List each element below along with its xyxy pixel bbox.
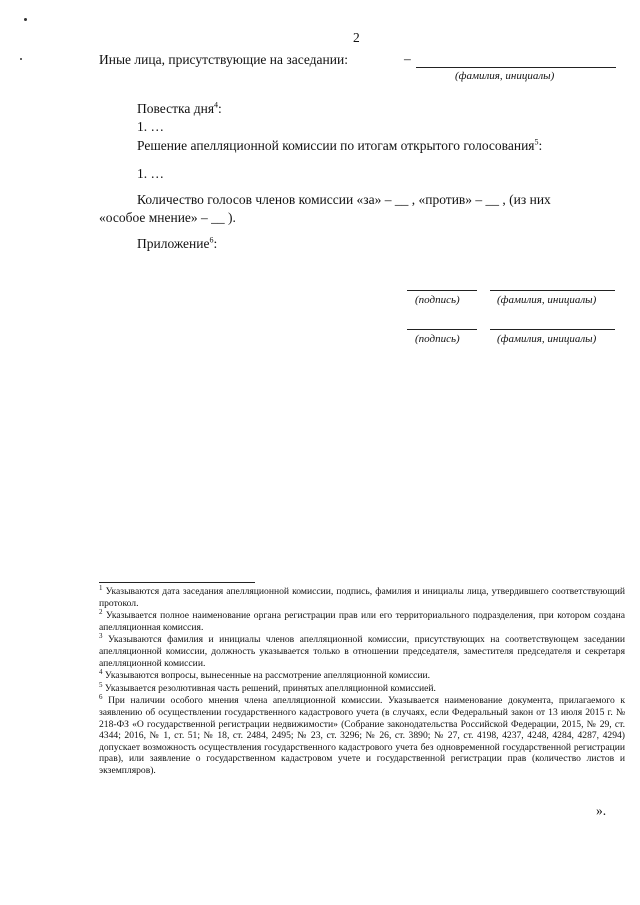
votes-line-1: Количество голосов членов комиссии «за» – __ , «против» – __ , (из них: [137, 192, 551, 207]
name-line: [490, 290, 615, 291]
name-caption: (фамилия, инициалы): [497, 333, 597, 345]
footnote-5: $^5$ Указывается резолютивная часть решений, принятых апелляционной комиссией.: [99, 680, 436, 694]
agenda-title: Повестка дня$^4$:: [137, 100, 222, 116]
footnotes: [99, 583, 626, 777]
scan-speck: [24, 18, 27, 21]
decision-item: 1. …: [137, 166, 164, 181]
scan-speck: [20, 58, 22, 60]
footnote-1: $^1$ Указываются дата заседания апелляционной комиссии, подпись, фамилия и инициалы лица, утвердившего соответствующий протокол.: [99, 583, 625, 609]
footnote-6: $^6$ При наличии особого мнения члена апелляционной комиссии. Указывается наименование документа, прилагаемого к заявлению об осуществлении государственного кадастрового учета (в случаях, если Федеральный закон от 13 июля 2015 г. № 218-ФЗ «О государственной регистрации недвижимости» (Собрание законодательства Российской Федерации, 2015, № 29, ст. 4344; 2016, № 1, ст. 51; № 18, ст. 2484, 2495; № 23, ст. 3296; № 26, ст. 3890; № 27, ст. 4198, 4237, 4248, 4284, 4287, 4294) допускает возможность осуществления государственного кадастрового учета без одновременной государственной регистрации прав), или заявление о государственном кадастровом учете и государственной регистрации прав (количество листов и экземпляров).: [99, 693, 626, 776]
votes-line-2: «особое мнение» – __ ).: [99, 210, 236, 225]
signature-caption: (подпись): [415, 333, 460, 345]
signature-line: [407, 290, 477, 291]
agenda-item: 1. …: [137, 119, 164, 134]
footnote-ref: 6: [209, 235, 214, 245]
page-number: 2: [353, 30, 360, 45]
footnote-ref: 5: [534, 137, 539, 147]
others-present-label: Иные лица, присутствующие на заседании:: [99, 52, 348, 67]
closing-quote: ».: [596, 803, 607, 818]
others-present-dash: –: [404, 51, 411, 66]
appendix-title: Приложение$^6$:: [137, 235, 218, 251]
name-line: [490, 329, 615, 330]
others-present-line: [416, 67, 616, 68]
signature-line: [407, 329, 477, 330]
footnote-2: $^2$ Указывается полное наименование органа регистрации прав или его территориального подразделения, при котором создана апелляционная комиссия.: [99, 608, 625, 633]
others-present-caption: (фамилия, инициалы): [455, 70, 555, 82]
name-caption: (фамилия, инициалы): [497, 294, 597, 306]
decision-title: Решение апелляционной комиссии по итогам открытого голосования$^5$:: [137, 137, 543, 153]
signature-caption: (подпись): [415, 294, 460, 306]
footnote-separator: [99, 582, 255, 583]
footnote-3: $^3$ Указываются фамилия и инициалы членов апелляционной комиссии, присутствующих на соответствующем заседании апелляционной комиссии, должность указывается только в отношении председателя, заместителя председателя и секретаря апелляционной комиссии.: [99, 632, 625, 669]
footnote-4: $^4$ Указываются вопросы, вынесенные на рассмотрение апелляционной комиссии.: [99, 667, 431, 682]
footnote-ref: 4: [214, 100, 219, 110]
